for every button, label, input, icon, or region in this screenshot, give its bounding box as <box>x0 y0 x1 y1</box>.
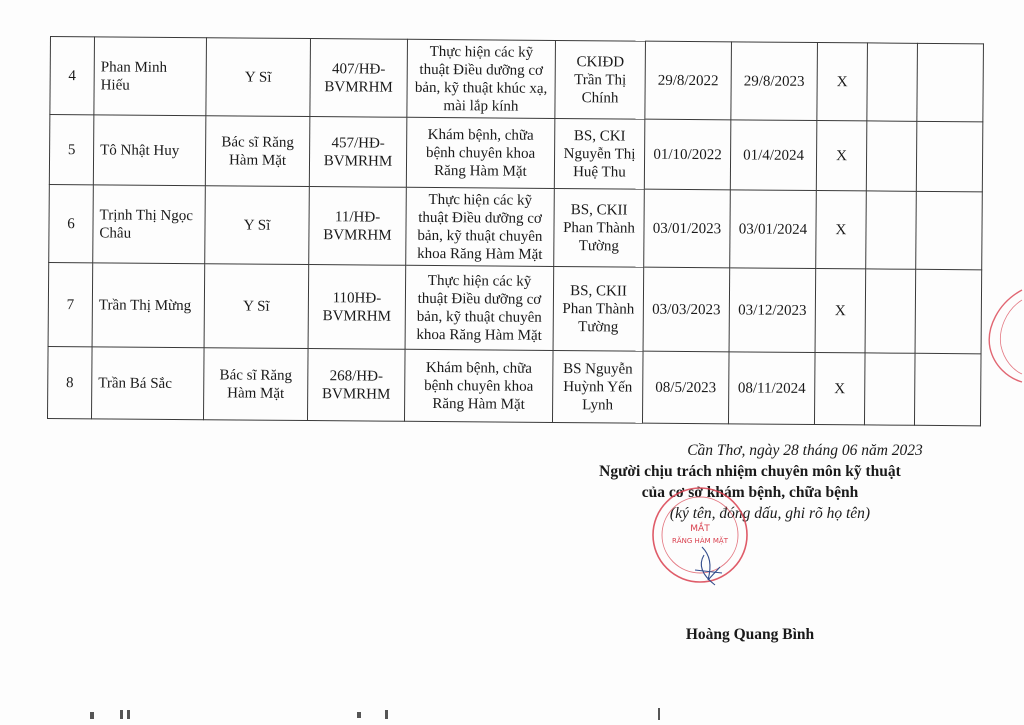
cell-supervisor: BS, CKII Phan Thành Tường <box>554 188 645 267</box>
cell-supervisor: BS, CKII Phan Thành Tường <box>553 266 644 351</box>
cell-contract: 11/HĐ- BVMRHM <box>309 187 407 266</box>
seal-text-2: RĂNG HÀM MẶT <box>672 537 728 545</box>
cell-end: 08/11/2024 <box>728 352 815 425</box>
cell-end: 03/12/2023 <box>729 268 816 353</box>
cell-start: 03/03/2023 <box>643 267 730 352</box>
cell-start: 08/5/2023 <box>642 351 729 424</box>
cell-mark: X <box>816 121 867 191</box>
scan-artifact <box>658 708 660 720</box>
cell-supervisor: CKIĐD Trần Thị Chính <box>555 40 646 119</box>
table-row <box>49 184 983 269</box>
cell-scope: Thực hiện các kỹ thuật Điều dưỡng cơ bản, kỹ thuật chuyên khoa Răng Hàm Mặt <box>406 187 555 266</box>
cell-mark: X <box>817 43 868 121</box>
cell-end: 03/01/2024 <box>730 190 817 269</box>
staff-table <box>47 36 984 426</box>
table-row <box>48 262 982 353</box>
cell-scope: Thực hiện các kỹ thuật Điều dưỡng cơ bản, kỹ thuật chuyên khoa Răng Hàm Mặt <box>405 265 554 350</box>
cell-scope: Khám bệnh, chữa bệnh chuyên khoa Răng Hàm Mặt <box>406 117 555 188</box>
cell-extra1 <box>867 43 918 121</box>
cell-name: Trần Thị Mừng <box>92 263 205 348</box>
cell-contract: 110HĐ- BVMRHM <box>308 265 406 350</box>
table-row <box>50 37 984 122</box>
cell-stt: 7 <box>48 262 93 346</box>
cell-extra1 <box>866 121 917 191</box>
cell-mark: X <box>816 191 867 269</box>
edge-seal-fragment <box>978 288 1024 383</box>
scan-artifact <box>90 712 94 719</box>
cell-end: 29/8/2023 <box>731 42 818 121</box>
cell-stt: 4 <box>50 37 95 115</box>
scan-artifact <box>120 710 123 719</box>
cell-start: 03/01/2023 <box>644 189 731 268</box>
cell-stt: 8 <box>47 346 92 418</box>
cell-mark: X <box>814 353 865 425</box>
cell-contract: 407/HĐ- BVMRHM <box>310 39 408 118</box>
cell-extra2 <box>914 353 981 426</box>
cell-end: 01/4/2024 <box>730 120 817 191</box>
scan-artifact <box>385 710 388 719</box>
cell-extra1 <box>865 269 916 353</box>
cell-stt: 6 <box>49 184 94 262</box>
cell-title: Y Sĩ <box>204 264 309 349</box>
cell-title: Y Sĩ <box>205 186 310 265</box>
cell-extra1 <box>866 191 917 269</box>
cell-contract: 457/HĐ- BVMRHM <box>309 117 407 188</box>
cell-stt: 5 <box>49 115 94 185</box>
cell-supervisor: BS, CKI Nguyễn Thị Huệ Thu <box>554 118 645 189</box>
cell-extra2 <box>916 191 983 270</box>
cell-title: Bác sĩ Răng Hàm Mặt <box>205 116 310 187</box>
cell-name: Trịnh Thị Ngọc Châu <box>93 185 206 264</box>
cell-mark: X <box>815 269 866 353</box>
official-seal <box>640 485 760 590</box>
cell-title: Bác sĩ Răng Hàm Mặt <box>203 348 308 421</box>
signer-name: Hoàng Quang Bình <box>685 626 815 643</box>
cell-title: Y Sĩ <box>206 38 311 117</box>
cell-name: Trần Bá Sắc <box>91 347 204 420</box>
cell-name: Phan Minh Hiếu <box>94 37 207 116</box>
table-row <box>49 115 983 192</box>
place-date: Cần Thơ, ngày 28 tháng 06 năm 2023 <box>687 442 923 459</box>
cell-extra2 <box>915 269 982 354</box>
scan-artifact <box>357 712 361 718</box>
cell-supervisor: BS Nguyễn Huỳnh Yến Lynh <box>552 350 643 423</box>
cell-name: Tô Nhật Huy <box>93 115 206 186</box>
sign-instruction: (ký tên, đóng dấu, ghi rõ họ tên) <box>669 505 871 522</box>
cell-scope: Khám bệnh, chữa bệnh chuyên khoa Răng Hàm Mặt <box>404 349 553 422</box>
responsible-title-line2: của cơ sở khám bệnh, chữa bệnh <box>641 484 859 501</box>
cell-extra2 <box>917 43 984 122</box>
responsible-title-line1: Người chịu trách nhiệm chuyên môn kỹ thuật <box>599 463 901 480</box>
cell-contract: 268/HĐ- BVMRHM <box>307 349 405 422</box>
cell-extra1 <box>864 353 915 425</box>
seal-text-1: MẮT <box>690 524 710 534</box>
table-row <box>47 346 981 425</box>
cell-start: 29/8/2022 <box>645 41 732 120</box>
cell-scope: Thực hiện các kỹ thuật Điều dưỡng cơ bản, kỹ thuật khúc xạ, mài lắp kính <box>407 39 556 118</box>
cell-start: 01/10/2022 <box>644 119 731 190</box>
cell-extra2 <box>916 121 983 192</box>
scan-artifact <box>127 710 130 719</box>
